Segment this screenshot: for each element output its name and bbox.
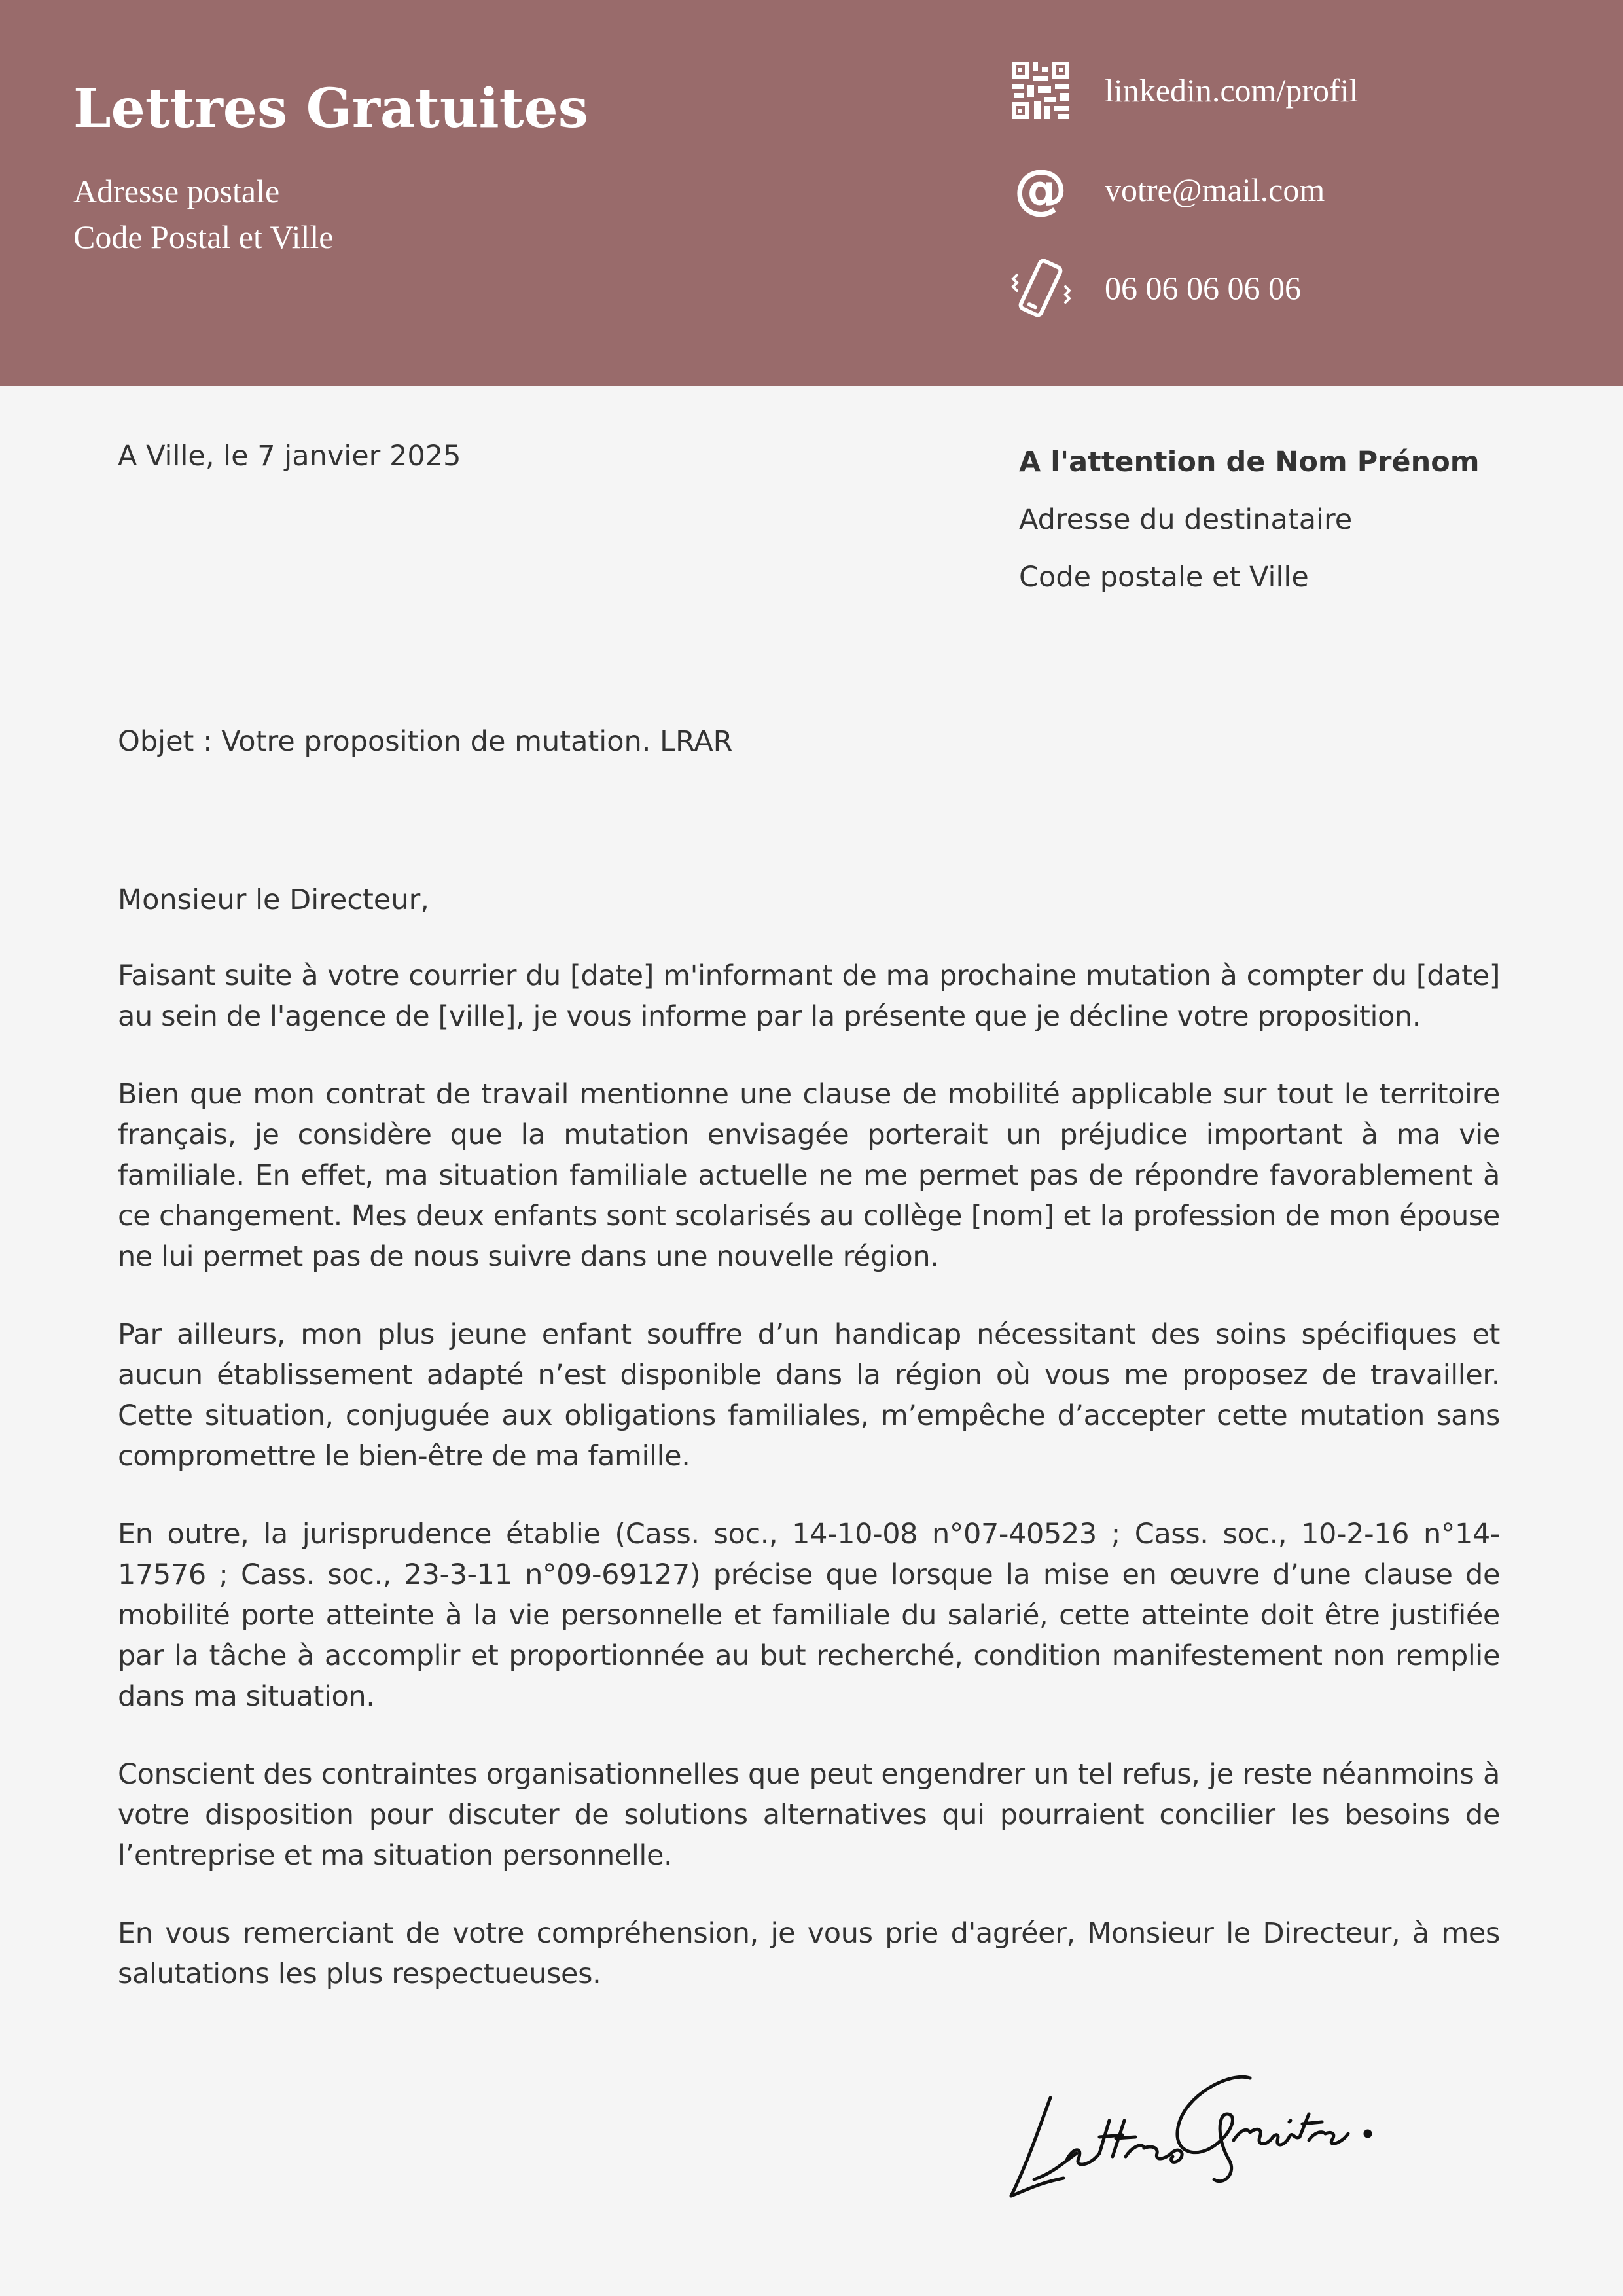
contact-linkedin xyxy=(1008,58,1597,123)
body-paragraph: En vous remerciant de votre compréhension, je vous prie d'agréer, Monsieur le Directeur, à mes salutations les plus respectueuses. xyxy=(118,1917,1500,1990)
handwritten-signature xyxy=(1001,2049,1394,2212)
sender-name: Lettres Gratuites xyxy=(73,77,588,140)
letter-salutation: Monsieur le Directeur, xyxy=(118,884,429,916)
contact-email xyxy=(1008,157,1597,223)
contact-linkedin-text[interactable]: linkedin.com/profil xyxy=(1105,72,1359,109)
letter-header xyxy=(0,0,1623,386)
sender-address-line: Adresse postale xyxy=(73,173,280,209)
letter-body xyxy=(118,956,1500,2032)
sender-address xyxy=(73,168,333,260)
at-sign-icon: @ xyxy=(1014,158,1067,221)
sender-city-line: Code Postal et Ville xyxy=(73,219,334,255)
qr-code-icon xyxy=(1008,58,1073,123)
contact-phone-text[interactable]: 06 06 06 06 06 xyxy=(1105,270,1301,306)
phone-icon xyxy=(1008,255,1073,321)
recipient-block xyxy=(1019,433,1480,606)
contact-email-text[interactable]: votre@mail.com xyxy=(1105,171,1325,208)
recipient-city: Code postale et Ville xyxy=(1019,561,1309,594)
body-paragraph: Bien que mon contrat de travail mentionne une clause de mobilité applicable sur tout le territoire français, je considère que la mutation envisagée porterait un préjudice important à ma vie familiale. En effet, ma situation familiale actuelle ne me permet pas de répondre favorablement à ce changement. Mes deux enfants sont scolarisés au collège [nom] et la profession de mon épouse ne lui permet pas de nous suivre dans une nouvelle région. xyxy=(118,1078,1500,1273)
contact-phone xyxy=(1008,255,1597,321)
body-paragraph: Faisant suite à votre courrier du [date] m'informant de ma prochaine mutation à compter du [date] au sein de l'agence de [ville], je vous informe par la présente que je décline votre proposition. xyxy=(118,960,1500,1033)
recipient-name: A l'attention de Nom Prénom xyxy=(1019,446,1480,478)
recipient-address: Adresse du destinataire xyxy=(1019,503,1353,536)
body-paragraph: Par ailleurs, mon plus jeune enfant souffre d’un handicap nécessitant des soins spécifiques et aucun établissement adapté n’est disponible dans la région où vous me proposez de travailler. Cette situation, conjuguée aux obligations familiales, m’empêche d’accepter cette mutation sans compromettre le bien-être de ma famille. xyxy=(118,1318,1500,1473)
body-paragraph: En outre, la jurisprudence établie (Cass. soc., 14-10-08 n°07-40523 ; Cass. soc., 10-2-16 n°14-17576 ; Cass. soc., 23-3-11 n°09-69127) précise que lorsque la mise en œuvre d’une clause de mobilité porte atteinte à la vie personnelle et familiale du salarié, cette atteinte doit être justifiée par la tâche à accomplir et proportionnée au but recherché, condition manifestement non remplie dans ma situation. xyxy=(118,1518,1500,1713)
letter-date: A Ville, le 7 janvier 2025 xyxy=(118,440,461,473)
body-paragraph: Conscient des contraintes organisationnelles que peut engendrer un tel refus, je reste néanmoins à votre disposition pour discuter de solutions alternatives qui pourraient concilier les besoins de l’entreprise et ma situation personnelle. xyxy=(118,1758,1500,1872)
letter-subject: Objet : Votre proposition de mutation. LRAR xyxy=(118,725,733,758)
